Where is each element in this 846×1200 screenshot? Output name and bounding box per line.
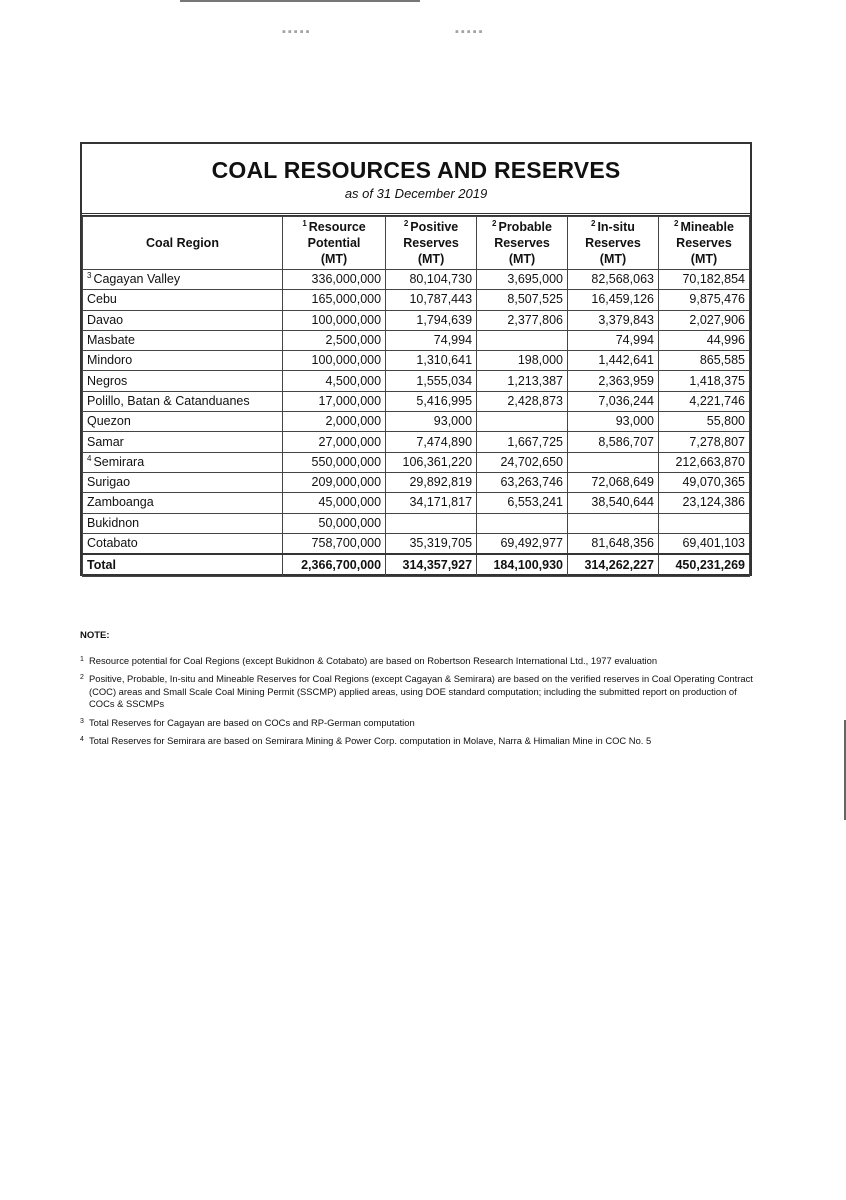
value-cell: 8,586,707 — [568, 432, 659, 452]
footnote-marker: 2 — [492, 219, 497, 228]
value-cell: 4,221,746 — [658, 391, 749, 411]
value-cell: 2,428,873 — [477, 391, 568, 411]
region-name: Polillo, Batan & Catanduanes — [87, 393, 250, 408]
note-item — [80, 655, 760, 668]
table-body — [83, 270, 750, 577]
value-cell: 1,213,387 — [477, 371, 568, 391]
value-cell: 55,800 — [658, 412, 749, 432]
value-cell: 100,000,000 — [283, 310, 386, 330]
note-item — [80, 717, 760, 730]
title-area — [82, 144, 750, 216]
value-cell: 27,000,000 — [283, 432, 386, 452]
value-cell — [477, 412, 568, 432]
value-cell: 82,568,063 — [568, 270, 659, 290]
value-cell: 865,585 — [658, 351, 749, 371]
value-cell — [658, 513, 749, 533]
column-header-text: Probable — [498, 220, 552, 234]
table-row — [83, 412, 750, 432]
value-cell: 72,068,649 — [568, 472, 659, 492]
table-row — [83, 533, 750, 554]
value-cell — [568, 452, 659, 472]
column-header-text: Positive — [410, 220, 459, 234]
value-cell: 550,000,000 — [283, 452, 386, 472]
region-cell — [83, 371, 283, 391]
value-cell: 7,036,244 — [568, 391, 659, 411]
value-cell: 1,794,639 — [386, 310, 477, 330]
region-cell — [83, 452, 283, 472]
value-cell: 70,182,854 — [658, 270, 749, 290]
value-cell: 29,892,819 — [386, 472, 477, 492]
table-row — [83, 351, 750, 371]
value-cell: 1,442,641 — [568, 351, 659, 371]
region-cell — [83, 310, 283, 330]
value-cell: 16,459,126 — [568, 290, 659, 310]
value-cell: 10,787,443 — [386, 290, 477, 310]
column-header-text: (MT) — [599, 252, 627, 266]
value-cell: 44,996 — [658, 330, 749, 350]
column-header-text: Reserves — [585, 236, 641, 250]
region-name: Quezon — [87, 414, 131, 429]
region-cell — [83, 533, 283, 554]
region-name: Bukidnon — [87, 515, 140, 530]
column-header — [568, 217, 659, 270]
total-value: 314,357,927 — [386, 554, 477, 577]
value-cell: 74,994 — [386, 330, 477, 350]
value-cell: 23,124,386 — [658, 493, 749, 513]
value-cell: 1,418,375 — [658, 371, 749, 391]
notes-section — [80, 630, 760, 754]
value-cell — [386, 513, 477, 533]
column-header-text: (MT) — [508, 252, 536, 266]
value-cell: 74,994 — [568, 330, 659, 350]
table-row — [83, 270, 750, 290]
scan-smudge-left: ▪▪▪▪▪ — [282, 26, 312, 38]
column-header-text: Resource — [308, 220, 366, 234]
value-cell: 100,000,000 — [283, 351, 386, 371]
column-header-text: In-situ — [597, 220, 635, 234]
note-text: Resource potential for Coal Regions (except Bukidnon & Cotabato) are based on Robertson Research International Ltd., 1977 evaluation — [89, 654, 658, 666]
footnote-marker: 3 — [87, 271, 92, 281]
document-title: COAL RESOURCES AND RESERVES — [211, 157, 621, 183]
value-cell: 106,361,220 — [386, 452, 477, 472]
value-cell: 209,000,000 — [283, 472, 386, 492]
value-cell: 7,278,807 — [658, 432, 749, 452]
footnote-marker: 4 — [87, 453, 92, 463]
note-text: Total Reserves for Semirara are based on Semirara Mining & Power Corp. computation in Molave, Narra & Himalian Mine in COC No. 5 — [89, 735, 652, 746]
table-row — [83, 290, 750, 310]
reserves-document-box — [80, 142, 752, 576]
column-header-text: (MT) — [690, 252, 718, 266]
value-cell: 9,875,476 — [658, 290, 749, 310]
value-cell: 69,401,103 — [658, 533, 749, 554]
region-cell — [83, 330, 283, 350]
value-cell: 2,027,906 — [658, 310, 749, 330]
region-cell — [83, 493, 283, 513]
total-label: Total — [83, 554, 283, 577]
value-cell: 45,000,000 — [283, 493, 386, 513]
table-row — [83, 371, 750, 391]
table-row — [83, 493, 750, 513]
column-header — [386, 217, 477, 270]
value-cell: 1,555,034 — [386, 371, 477, 391]
value-cell: 35,319,705 — [386, 533, 477, 554]
note-number: 1 — [80, 655, 84, 663]
footnote-marker: 2 — [403, 219, 409, 228]
notes-title: NOTE: — [80, 630, 110, 641]
value-cell: 3,695,000 — [477, 270, 568, 290]
region-cell — [83, 391, 283, 411]
region-cell — [83, 412, 283, 432]
value-cell — [477, 330, 568, 350]
column-header — [658, 217, 749, 270]
region-name: Cotabato — [87, 536, 138, 550]
value-cell: 17,000,000 — [283, 391, 386, 411]
value-cell: 80,104,730 — [386, 270, 477, 290]
table-row — [83, 330, 750, 350]
table-row — [83, 310, 750, 330]
value-cell: 4,500,000 — [283, 371, 386, 391]
total-value: 184,100,930 — [477, 554, 568, 577]
footnote-marker: 1 — [302, 219, 307, 228]
region-name: Samar — [87, 434, 124, 449]
reserves-table — [82, 216, 750, 577]
column-header-region — [83, 217, 283, 270]
column-header-text: Reserves — [403, 236, 459, 250]
footnote-marker: 2 — [674, 219, 679, 228]
table-header — [83, 217, 750, 270]
region-cell — [83, 270, 283, 290]
column-header — [283, 217, 386, 270]
value-cell: 50,000,000 — [283, 513, 386, 533]
region-name: Semirara — [93, 454, 145, 469]
column-header-text: Reserves — [676, 236, 732, 250]
column-header-text: Mineable — [680, 220, 734, 234]
scan-top-line — [180, 0, 420, 2]
value-cell: 212,663,870 — [658, 452, 749, 472]
note-item — [80, 673, 760, 711]
value-cell: 8,507,525 — [477, 290, 568, 310]
value-cell: 81,648,356 — [568, 533, 659, 554]
value-cell: 1,310,641 — [386, 351, 477, 371]
column-header — [477, 217, 568, 270]
value-cell — [568, 513, 659, 533]
region-cell — [83, 351, 283, 371]
value-cell: 93,000 — [386, 412, 477, 432]
region-cell — [83, 432, 283, 452]
table-row — [83, 513, 750, 533]
value-cell: 2,000,000 — [283, 412, 386, 432]
region-name: Mindoro — [87, 353, 133, 368]
region-cell — [83, 513, 283, 533]
column-header-text: Potential — [307, 236, 361, 250]
column-header-text: (MT) — [320, 252, 348, 266]
note-item — [80, 735, 760, 748]
value-cell: 758,700,000 — [283, 533, 386, 554]
value-cell: 24,702,650 — [477, 452, 568, 472]
region-name: Masbate — [87, 333, 135, 348]
value-cell: 2,363,959 — [568, 371, 659, 391]
table-row — [83, 452, 750, 472]
table-row — [83, 472, 750, 492]
value-cell: 6,553,241 — [477, 493, 568, 513]
region-name: Zamboanga — [87, 495, 154, 510]
value-cell: 34,171,817 — [386, 493, 477, 513]
table-row — [83, 432, 750, 452]
total-row — [83, 554, 750, 577]
note-text: Positive, Probable, In-situ and Mineable Reserves for Coal Regions (except Cagayan & Semirara) are based on the verified reserves in Coal Operating Contract (COC) areas and Small Scale Coal Mining Permit (SSCMP) applied areas, using DOE standard computation; including the submitted report on production of COCs & SSCMPs — [89, 673, 753, 709]
note-text: Total Reserves for Cagayan are based on COCs and RP-German computation — [89, 716, 415, 728]
total-value: 450,231,269 — [658, 554, 749, 577]
column-header-text: Reserves — [494, 236, 550, 250]
value-cell: 165,000,000 — [283, 290, 386, 310]
table-row — [83, 391, 750, 411]
value-cell: 38,540,644 — [568, 493, 659, 513]
value-cell: 93,000 — [568, 412, 659, 432]
value-cell — [477, 513, 568, 533]
value-cell: 2,377,806 — [477, 310, 568, 330]
region-name: Davao — [87, 312, 124, 327]
column-header-text: (MT) — [417, 252, 445, 266]
value-cell: 336,000,000 — [283, 270, 386, 290]
note-number: 3 — [80, 717, 84, 725]
region-name: Surigao — [87, 475, 131, 490]
scan-smudge-right: ▪▪▪▪▪ — [455, 26, 485, 38]
value-cell: 3,379,843 — [568, 310, 659, 330]
region-cell — [83, 472, 283, 492]
column-header-text: Coal Region — [146, 236, 219, 250]
value-cell: 5,416,995 — [386, 391, 477, 411]
header-row — [83, 217, 750, 270]
region-name: Cagayan Valley — [93, 272, 181, 287]
value-cell: 1,667,725 — [477, 432, 568, 452]
document-subtitle: as of 31 December 2019 — [344, 186, 488, 201]
value-cell: 49,070,365 — [658, 472, 749, 492]
total-value: 2,366,700,000 — [283, 554, 386, 577]
value-cell: 69,492,977 — [477, 533, 568, 554]
region-name: Cebu — [87, 292, 117, 307]
note-number: 2 — [80, 674, 84, 681]
value-cell: 7,474,890 — [386, 432, 477, 452]
total-value: 314,262,227 — [568, 554, 659, 577]
region-name: Negros — [87, 373, 128, 388]
notes-list — [80, 655, 760, 748]
note-number: 4 — [80, 736, 84, 743]
value-cell: 198,000 — [477, 351, 568, 371]
value-cell: 2,500,000 — [283, 330, 386, 350]
footnote-marker: 2 — [591, 219, 596, 228]
value-cell: 63,263,746 — [477, 472, 568, 492]
region-cell — [83, 290, 283, 310]
